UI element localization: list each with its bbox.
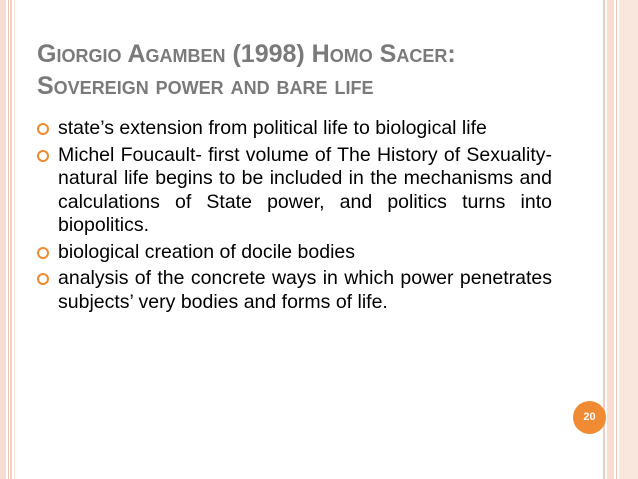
left-decorative-stripe bbox=[8, 0, 9, 479]
slide-title-line-2: Sovereign power and bare life bbox=[37, 72, 374, 100]
bullet-list bbox=[37, 117, 552, 317]
bullet-item bbox=[37, 144, 552, 238]
hollow-circle-bullet-icon bbox=[37, 123, 49, 135]
right-decorative-stripe bbox=[607, 0, 614, 479]
hollow-circle-bullet-icon bbox=[37, 150, 49, 162]
left-decorative-stripe bbox=[0, 0, 6, 479]
left-decorative-stripe bbox=[14, 0, 15, 479]
left-decorative-stripe bbox=[10, 0, 12, 479]
bullet-text: analysis of the concrete ways in which power penetrates subjects’ very bodies and forms of life. bbox=[58, 267, 552, 313]
page-number-badge: 20 bbox=[573, 401, 606, 434]
bullet-text: Michel Foucault- first volume of The History of Sexuality- natural life begins to be included in the mechanisms and calculations of State power, and politics turns into biopolitics. bbox=[58, 143, 552, 236]
hollow-circle-bullet-icon bbox=[37, 273, 49, 285]
slide-title-line-1: Giorgio Agamben (1998) Homo Sacer: bbox=[37, 40, 456, 68]
right-decorative-stripe bbox=[616, 0, 617, 479]
bullet-item bbox=[37, 117, 552, 141]
bullet-text: state’s extension from political life to biological life bbox=[58, 117, 487, 139]
bullet-item bbox=[37, 267, 552, 314]
bullet-item bbox=[37, 241, 552, 265]
hollow-circle-bullet-icon bbox=[37, 247, 49, 259]
slide-title bbox=[37, 38, 557, 102]
bullet-text: biological creation of docile bodies bbox=[58, 240, 356, 263]
right-decorative-stripe bbox=[619, 0, 638, 479]
right-decorative-stripe bbox=[603, 0, 605, 479]
